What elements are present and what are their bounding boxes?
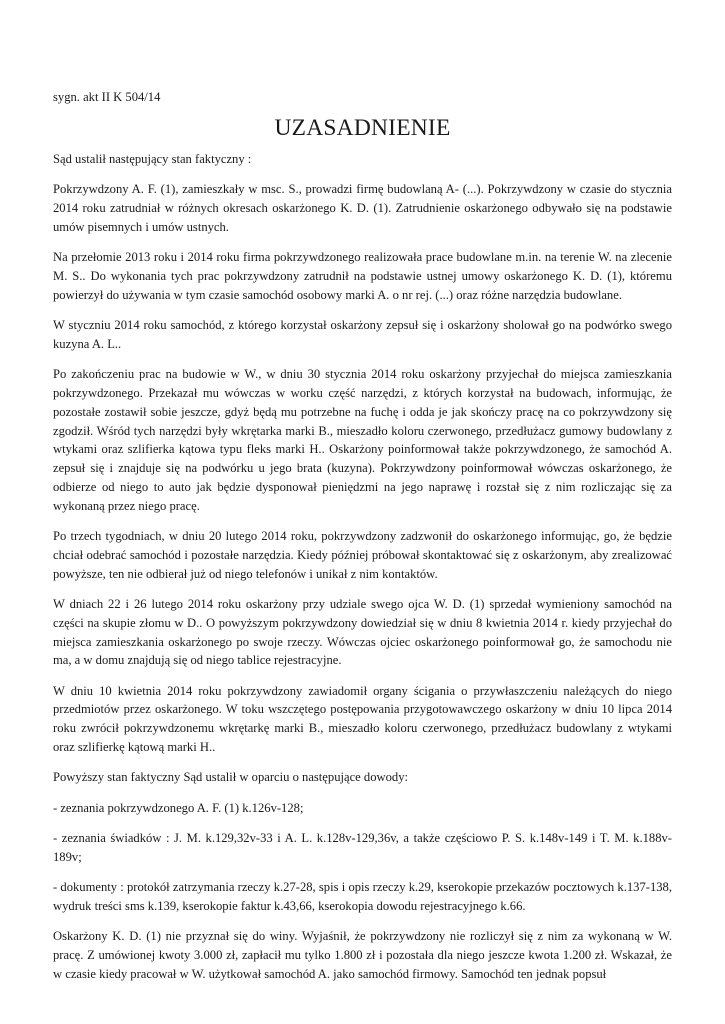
paragraph-intro: Sąd ustalił następujący stan faktyczny : — [53, 152, 252, 166]
paragraph: W dniach 22 i 26 lutego 2014 roku oskarżony przy udziale swego ojca W. D. (1) sprzedał wymieniony samochód na części na skupie złomu w D.. O powyższym pokrzywdzony dowiedział się w dniu 8 kwietnia 2014 r. kiedy przyjechał do miejsca zamieszkania oskarżonego po swoje rzeczy. Wówczas ojciec oskarżonego poinformował go, że samochodu nie ma, a w domu znajdują się od niego tablice rejestracyjne. — [53, 596, 672, 668]
paragraph: Pokrzywdzony A. F. (1), zamieszkały w msc. S., prowadzi firmę budowlaną A- (...). Pokrzywdzony w czasie do stycznia 2014 roku zatrudniał w różnych okresach oskarżonego K. D. (1). Zatrudnienie oskarżonego odbywało się na podstawie umów pisemnych i umów ustnych. — [53, 182, 672, 234]
paragraph: Oskarżony K. D. (1) nie przyznał się do winy. Wyjaśnił, że pokrzywdzony nie rozliczył się z nim za wykonaną w W. pracę. Z umówionej kwoty 3.000 zł, zapłacił mu tylko 1.800 zł i pozostała dla niego jeszcze kwota 1.200 zł. Wskazał, że w czasie kiedy pracował w W. użytkował samochód A. jako samochód firmowy. Samochód ten jednak popsuł — [53, 929, 672, 981]
document-title: UZASADNIENIE — [274, 115, 451, 141]
evidence-item: - zeznania świadków : J. M. k.129,32v-33 i A. L. k.128v-129,36v, a także częściowo P. S. k.148v-149 i T. M. k.188v-189v; — [53, 830, 672, 864]
paragraph: Po trzech tygodniach, w dniu 20 lutego 2014 roku, pokrzywdzony zadzwonił do oskarżonego informując, go, że będzie chciał odebrać samochód i pozostałe narzędzia. Kiedy później próbował skontaktować się z oskarżonym, aby zrealizować powyższe, ten nie odbierał już od niego telefonów i unikał z nim kontaktów. — [53, 529, 672, 581]
evidence-item: - zeznania pokrzywdzonego A. F. (1) k.126v-128; — [53, 800, 304, 815]
paragraph: W styczniu 2014 roku samochód, z którego korzystał oskarżony zepsuł się i oskarżony sholował go na podwórko swego kuzyna A. L.. — [53, 318, 672, 351]
case-signature: sygn. akt II K 504/14 — [53, 90, 161, 104]
paragraph: Na przełomie 2013 roku i 2014 roku firma pokrzywdzonego realizowała prace budowlane m.in. na terenie W. na zlecenie M. S.. Do wykonania tych prac pokrzywdzony zatrudnił na podstawie ustnej umowy oskarżonego K. D. (1), któremu powierzył do używania w tym czasie samochód osobowy marki A. o nr rej. (...) oraz różne narzędzia budowlane. — [53, 250, 672, 302]
paragraph: W dniu 10 kwietnia 2014 roku pokrzywdzony zawiadomił organy ścigania o przywłaszczeniu należących do niego przedmiotów przez oskarżonego. W toku wszczętego postępowania przygotowawczego oskarżony w dniu 10 lipca 2014 roku zwrócił pokrzywdzonemu wkrętarkę marki B., mieszadło koloru czerwonego, przedłużacz budowlany z wtykami oraz szlifierkę kątową marki H.. — [53, 683, 672, 755]
evidence-item: - dokumenty : protokół zatrzymania rzeczy k.27-28, spis i opis rzeczy k.29, kserokopie przekazów pocztowych k.137-138, wydruk treści sms k.139, kserokopie faktur k.43,66, kserokopia dowodu rejestracyjnego k.66. — [53, 880, 672, 913]
paragraph-evidence-intro: Powyższy stan faktyczny Sąd ustalił w oparciu o następujące dowody: — [53, 770, 408, 785]
document-page — [53, 88, 672, 1024]
paragraph: Po zakończeniu prac na budowie w W., w dniu 30 stycznia 2014 roku oskarżony przyjechał do miejsca zamieszkania pokrzywdzonego. Przekazał mu wówczas w worku część narzędzi, z których korzystał na budowach, informując, że pozostałe zostawił sobie jeszcze, gdyż będą mu potrzebne na fuchę i odda je jak skończy pracę na co pokrzywdzony się zgodził. Wśród tych narzędzi były wkrętarka marki B., mieszadło koloru czerwonego, przedłużacz gumowy budowlany z wtykami oraz szlifierka kątowa typu fleks marki H.. Oskarżony poinformował także pokrzywdzonego, że samochód A. zepsuł się i znajduje się na podwórku u jego brata (kuzyna). Pokrzywdzony poinformował wówczas oskarżonego, że odbierze od niego to auto jak będzie dysponował pieniędzmi na jego naprawę i rozstał się z nim rozliczając się za wykonaną przez niego pracę. — [53, 367, 672, 513]
